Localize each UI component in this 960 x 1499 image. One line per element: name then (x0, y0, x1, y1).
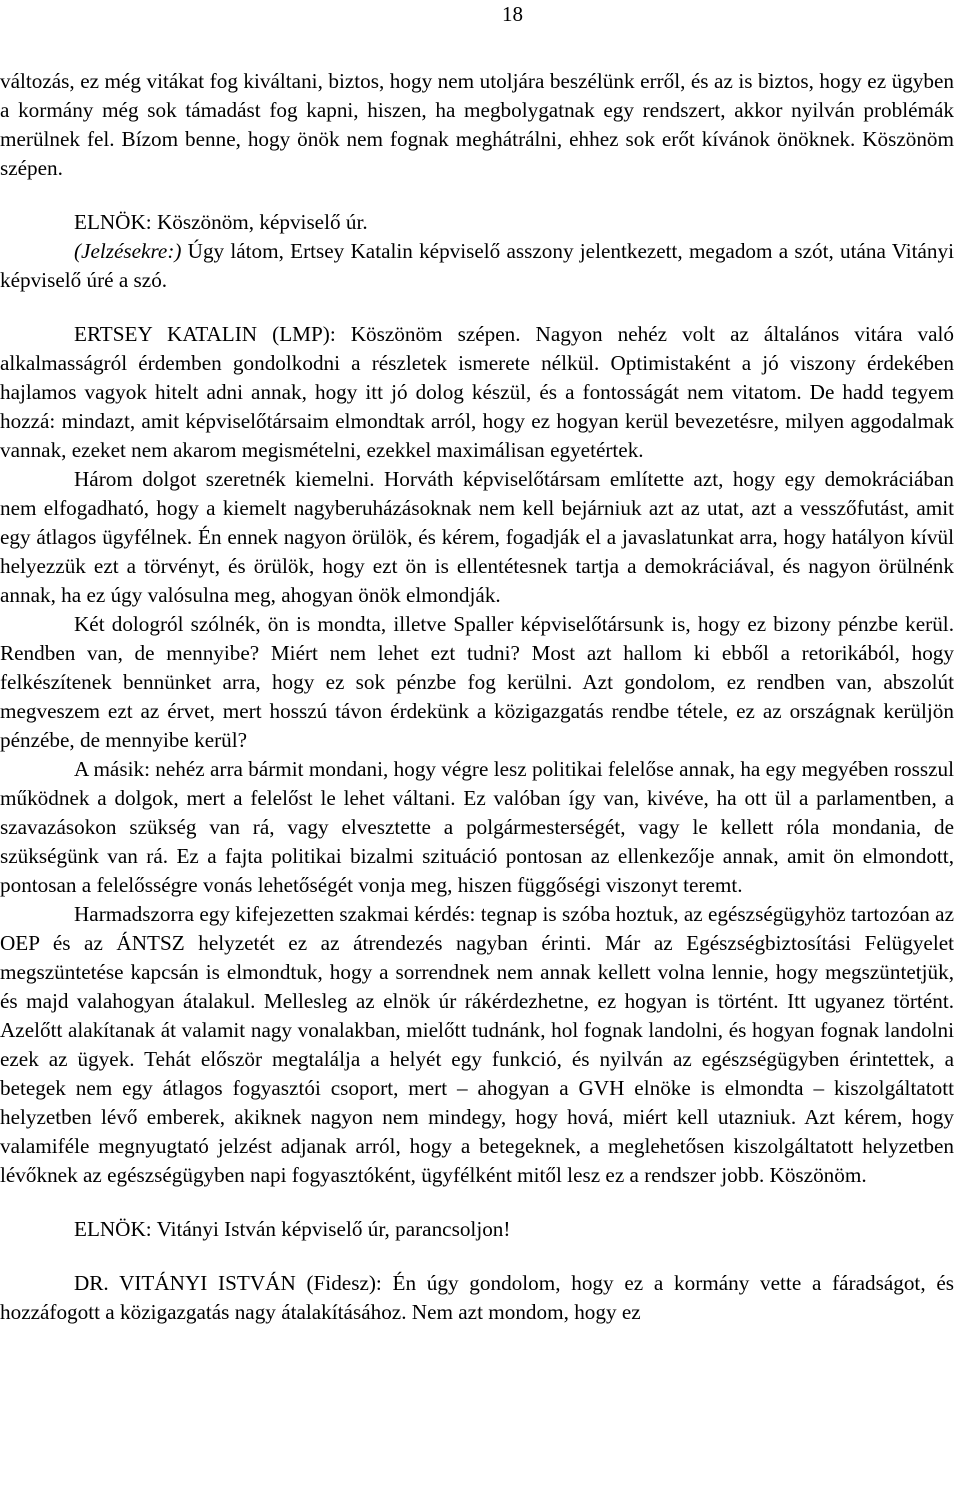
paragraph: Harmadszorra egy kifejezetten szakmai kérdés: tegnap is szóba hoztuk, az egészségügyhöz tartozóan az OEP és az ÁNTSZ helyzetét ez az átrendezés nagyban érinti. Már az Egészségbiztosítási Felügyelet megszüntetése kapcsán is elmondtuk, hogy a sorrendnek nem annak kellett volna lennie, hogy megszüntetjük, és majd valahogyan átalakul. Mellesleg az elnök úr rákérdezhetne, ez hogyan is történt. Itt ugyanez történt. Azelőtt alakítanak át valamit nagy vonalakban, mielőtt tudnánk, hol fognak landolni, és hogyan fognak landolni ezek az ügyek. Tehát először megtalálja a helyét egy funkció, és nyilván az egészségügyben érintettek, a betegek nem egy átlagos fogyasztói csoport, mert – ahogyan a GVH elnöke is elmondta – kiszolgáltatott helyzetben lévő emberek, akiknek nagyon nem mindegy, hogy hová, miért kell utazniuk. Azt kérem, hogy valamiféle megnyugtató jelzést adjanak arról, hogy a betegeknek, a meglehetősen kiszolgáltatott helyzetben lévőknek az egészségügyben napi fogyasztóként, ügyfélként mitől lesz ez a rendszer jobb. Köszönöm. (0, 902, 954, 1187)
paragraph: ELNÖK: Köszönöm, képviselő úr. (74, 210, 368, 234)
document-body (0, 67, 954, 1327)
paragraph-text: Úgy látom, Ertsey Katalin képviselő asszony jelentkezett, megadom a szót, utána Vitányi képviselő úré a szó. (0, 239, 954, 292)
paragraph: Két dologról szólnék, ön is mondta, illetve Spaller képviselőtársunk is, hogy ez bizony pénzbe kerül. Rendben van, de mennyibe? Miért nem lehet ezt tudni? Most azt hallom ki ebből a retorikából, hogy felkészítenek bennünket arra, hogy ez sok pénzbe fog kerülni. Azt gondolom, ez rendben van, abszolút megveszem ezt az érvet, mert hosszú távon érdekünk a közigazgatás rendbe tétele, ez az országnak kerüljön pénzébe, de mennyibe kerül? (0, 612, 954, 752)
paragraph: ELNÖK: Vitányi István képviselő úr, parancsoljon! (74, 1217, 511, 1241)
paragraph: ERTSEY KATALIN (LMP): Köszönöm szépen. Nagyon nehéz volt az általános vitára való alkalmasságról érdemben gondolkodni a részletek ismerete nélkül. Optimistaként a jó viszony érdekében hajlamos vagyok hitelt adni annak, hogy itt jó dolog készül, és a fontosságát nem vitatom. De hadd tegyem hozzá: mindazt, amit képviselőtársaim elmondtak arról, hogy ez hogyan kerül bevezetésre, milyen aggodalmak vannak, ezeket nem akarom megismételni, ezekkel maximálisan egyetértek. (0, 322, 954, 462)
page-number: 18 (502, 2, 523, 26)
paragraph: A másik: nehéz arra bármit mondani, hogy végre lesz politikai felelőse annak, ha egy megyében rosszul működnek a dolgok, mert a felelőst le lehet váltani. Ez valóban így van, kivéve, ha ott ül a parlamentben, a szavazásokon szükség van rá, vagy elvesztette a polgármesterségét, vagy le kellett róla mondania, de szükségünk van rá. Ez a fajta politikai bizalmi szituáció pontosan az ellenkezője annak, amit ön elmondott, pontosan a felelősségre vonás lehetőségét vonja meg, hiszen függőségi viszonyt teremt. (0, 757, 954, 897)
paragraph (0, 237, 954, 295)
paragraph: változás, ez még vitákat fog kiváltani, biztos, hogy nem utoljára beszélünk erről, és az is biztos, hogy ez ügyben a kormány még sok támadást fog kapni, hiszen, ha megbolygatnak egy rendszert, akkor nyilván problémák merülnek fel. Bízom benne, hogy önök nem fognak meghátrálni, ehhez sok erőt kívánok önöknek. Köszönöm szépen. (0, 69, 954, 180)
italic-remark: (Jelzésekre:) (74, 239, 182, 263)
paragraph: DR. VITÁNYI ISTVÁN (Fidesz): Én úgy gondolom, hogy ez a kormány vette a fáradságot, és hozzáfogott a közigazgatás nagy átalakításához. Nem azt mondom, hogy ez (0, 1271, 954, 1324)
paragraph: Három dolgot szeretnék kiemelni. Horváth képviselőtársam említette azt, hogy egy demokráciában nem elfogadható, hogy a kiemelt nagyberuházásoknak nem kell bejárniuk azt az utat, azt a vesszőfutást, amit egy átlagos ügyfélnek. Én ennek nagyon örülök, és kérem, fogadják el a javaslatunkat arra, hogy hatályon kívül helyezzük ezt a törvényt, és örülök, hogy ezt ön is ellentétesnek tartja a demokráciával, és nagyon örülnénk annak, ha ez úgy valósulna meg, ahogyan önök elmondják. (0, 467, 954, 607)
